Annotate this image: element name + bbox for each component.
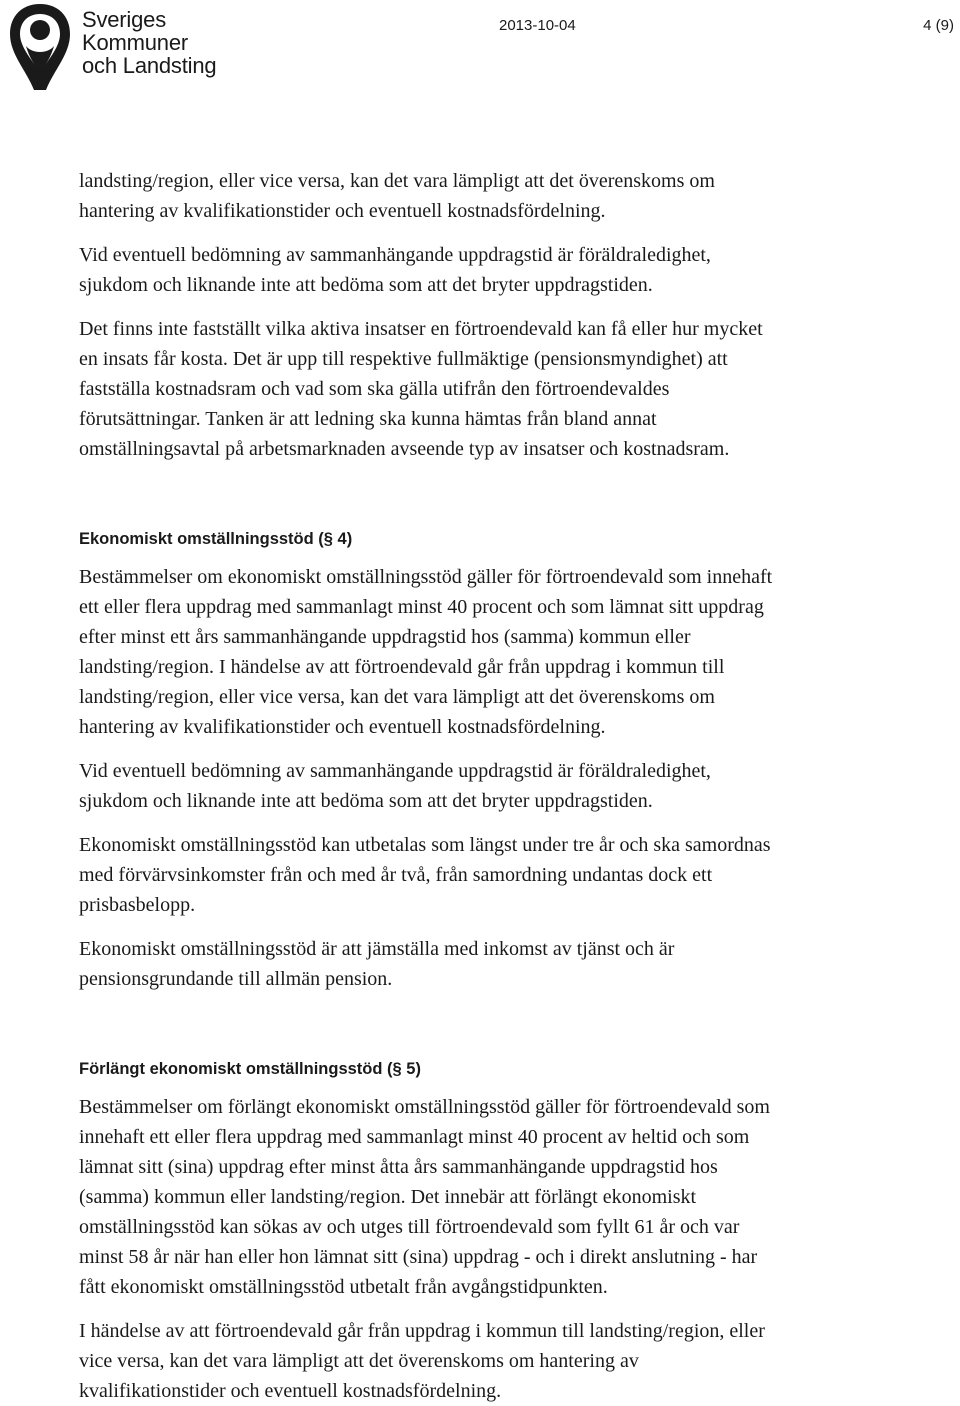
text-line: hantering av kvalifikationstider och eventuell kostnadsfördelning. <box>79 716 606 738</box>
section5-paragraph-2 <box>79 1316 929 1406</box>
text-line: fastställa kostnadsram och vad som ska gälla utifrån den förtroendevaldes <box>79 378 670 400</box>
text-line: prisbasbelopp. <box>79 894 196 916</box>
logo-line-1: Sveriges <box>82 7 166 32</box>
text-line: en insats får kosta. Det är upp till respektive fullmäktige (pensionsmyndighet) att <box>79 348 728 370</box>
text-line: Vid eventuell bedömning av sammanhängande uppdragstid är föräldraledighet, <box>79 760 711 782</box>
text-line: hantering av kvalifikationstider och eventuell kostnadsfördelning. <box>79 200 606 222</box>
text-line: förutsättningar. Tanken är att ledning ska kunna hämtas från bland annat <box>79 408 657 430</box>
text-line: omställningsavtal på arbetsmarknaden avseende typ av insatser och kostnadsram. <box>79 438 730 460</box>
text-line: efter minst ett års sammanhängande uppdragstid hos (samma) kommun eller <box>79 626 691 648</box>
skl-logo <box>4 2 224 92</box>
intro-paragraph-2 <box>79 240 929 300</box>
text-line: Ekonomiskt omställningsstöd är att jämställa med inkomst av tjänst och är <box>79 938 675 960</box>
text-line: vice versa, kan det vara lämpligt att det överenskoms om hantering av <box>79 1350 639 1372</box>
text-line: sjukdom och liknande inte att bedöma som att det bryter uppdragstiden. <box>79 274 653 296</box>
page-header <box>0 0 960 100</box>
text-line: landsting/region. I händelse av att förtroendevald går från uppdrag i kommun till <box>79 656 725 678</box>
text-line: (samma) kommun eller landsting/region. Det innebär att förlängt ekonomiskt <box>79 1186 697 1208</box>
text-line: med förvärvsinkomster från och med år två, från samordning undantas dock ett <box>79 864 713 886</box>
text-line: sjukdom och liknande inte att bedöma som att det bryter uppdragstiden. <box>79 790 653 812</box>
text-line: I händelse av att förtroendevald går från uppdrag i kommun till landsting/region, eller <box>79 1320 765 1342</box>
text-line: Det finns inte fastställt vilka aktiva insatser en förtroendevald kan få eller hur mycket <box>79 318 763 340</box>
section4-paragraph-2 <box>79 756 929 816</box>
text-line: kvalifikationstider och eventuell kostnadsfördelning. <box>79 1380 502 1402</box>
skl-logo-mark-icon <box>4 2 76 92</box>
section4-paragraph-3 <box>79 830 929 920</box>
intro-paragraph-3 <box>79 314 929 464</box>
document-date: 2013-10-04 <box>499 17 576 34</box>
text-line: innehaft ett eller flera uppdrag med sammanlagt minst 40 procent av heltid och som <box>79 1126 750 1148</box>
text-line: pensionsgrundande till allmän pension. <box>79 968 393 990</box>
text-line: landsting/region, eller vice versa, kan det vara lämpligt att det överenskoms om <box>79 170 715 192</box>
text-line: ett eller flera uppdrag med sammanlagt minst 40 procent och som lämnat sitt uppdrag <box>79 596 764 618</box>
text-line: fått ekonomiskt omställningsstöd utbetalt från avgångstidpunkten. <box>79 1276 608 1298</box>
text-line: omställningsstöd kan sökas av och utges till förtroendevald som fyllt 61 år och var <box>79 1216 740 1238</box>
section-heading-forlangt-omstallningsstod: Förlängt ekonomiskt omställningsstöd (§ 5) <box>79 1060 421 1078</box>
page-number: 4 (9) <box>923 17 954 34</box>
text-line: minst 58 år när han eller hon lämnat sitt (sina) uppdrag - och i direkt anslutning - har <box>79 1246 758 1268</box>
text-line: lämnat sitt (sina) uppdrag efter minst åtta års sammanhängande uppdragstid hos <box>79 1156 718 1178</box>
text-line: Vid eventuell bedömning av sammanhängande uppdragstid är föräldraledighet, <box>79 244 711 266</box>
logo-line-3: och Landsting <box>82 53 217 78</box>
intro-paragraph-1 <box>79 166 929 226</box>
text-line: Bestämmelser om ekonomiskt omställningsstöd gäller för förtroendevald som innehaft <box>79 566 773 588</box>
logo-text <box>82 8 216 77</box>
section4-paragraph-4 <box>79 934 929 994</box>
text-line: Bestämmelser om förlängt ekonomiskt omställningsstöd gäller för förtroendevald som <box>79 1096 770 1118</box>
section4-paragraph-1 <box>79 562 929 742</box>
text-line: Ekonomiskt omställningsstöd kan utbetalas som längst under tre år och ska samordnas <box>79 834 771 856</box>
section-heading-omstallningsstod: Ekonomiskt omställningsstöd (§ 4) <box>79 530 353 548</box>
logo-line-2: Kommuner <box>82 30 188 55</box>
section5-paragraph-1 <box>79 1092 929 1302</box>
text-line: landsting/region, eller vice versa, kan det vara lämpligt att det överenskoms om <box>79 686 715 708</box>
document-body <box>79 166 929 1406</box>
